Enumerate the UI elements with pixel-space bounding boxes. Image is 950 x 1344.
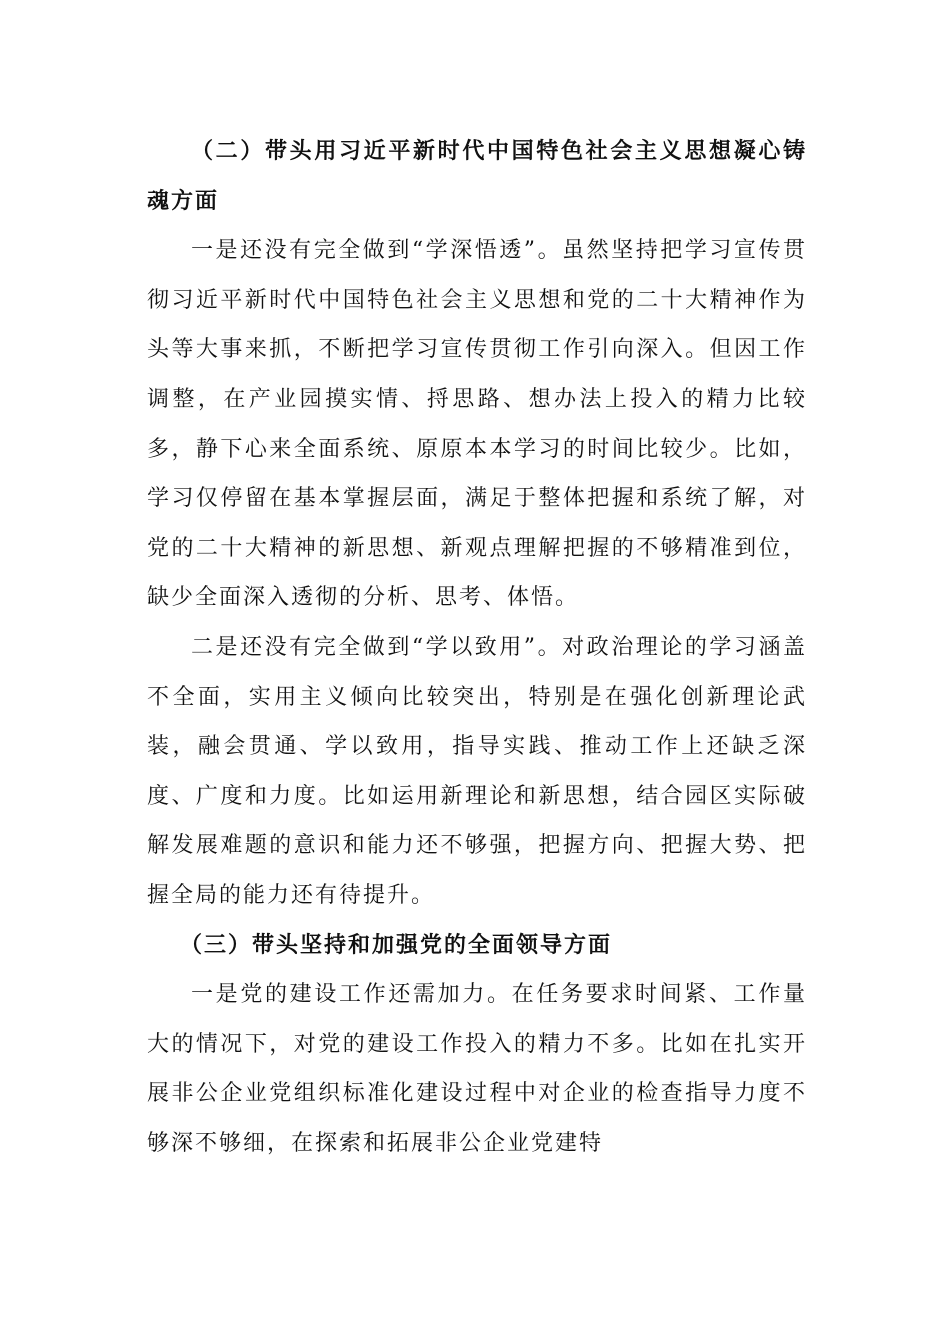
section-heading-2: （二）带头用习近平新时代中国特色社会主义思想凝心铸魂方面	[147, 139, 807, 214]
paragraph-learn-to-apply: 二是还没有完全做到“学以致用”。对政治理论的学习涵盖不全面，实用主义倾向比较突出，特别是在强化创新理论武装，融会贯通、学以致用，指导实践、推动工作上还缺乏深度、广度和力度。比如运用新理论和新思想，结合园区实际破解发展难题的意识和能力还不够强，把握方向、把握大势、把握全局的能力还有待提升。	[147, 634, 807, 908]
section-heading-3: （三）带头坚持和加强党的全面领导方面	[180, 932, 613, 958]
document-body	[147, 127, 807, 1168]
paragraph-party-building: 一是党的建设工作还需加力。在任务要求时间紧、工作量大的情况下，对党的建设工作投入的精力不多。比如在扎实开展非公企业党组织标准化建设过程中对企业的检查指导力度不够深不够细，在探索和拓展非公企业党建特	[147, 982, 807, 1156]
paragraph-learn-deeply: 一是还没有完全做到“学深悟透”。虽然坚持把学习宣传贯彻习近平新时代中国特色社会主义思想和党的二十大精神作为头等大事来抓，不断把学习宣传贯彻工作引向深入。但因工作调整，在产业园摸实情、捋思路、想办法上投入的精力比较多，静下心来全面系统、原原本本学习的时间比较少。比如，学习仅停留在基本掌握层面，满足于整体把握和系统了解，对党的二十大精神的新思想、新观点理解把握的不够精准到位，缺少全面深入透彻的分析、思考、体悟。	[147, 238, 807, 611]
